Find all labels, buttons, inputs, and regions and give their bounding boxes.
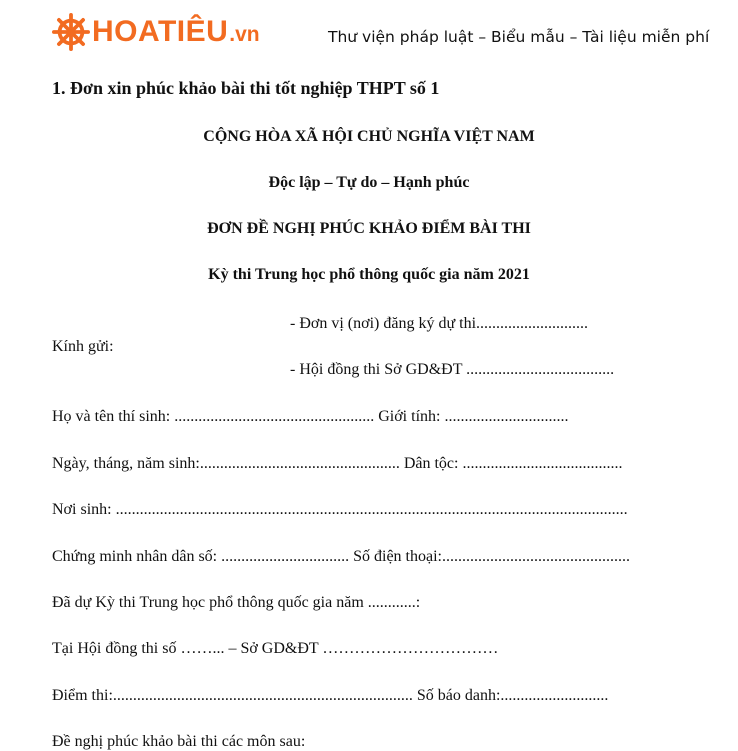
site-tagline: Thư viện pháp luật – Biểu mẫu – Tài liệu miễn phí	[328, 28, 710, 46]
national-motto: Độc lập – Tự do – Hạnh phúc	[268, 174, 470, 191]
field-id-number: Chứng minh nhân dân số: ................................ Số điện thoại:...............................................	[52, 548, 630, 565]
logo-suffix: .vn	[229, 23, 260, 46]
form-title: ĐƠN ĐỀ NGHỊ PHÚC KHẢO ĐIỂM BÀI THI	[207, 220, 531, 237]
recipient-line-2: - Hội đồng thi Sở GD&ĐT .....................................	[290, 361, 615, 378]
field-exam-council: Tại Hội đồng thi số ……... – Sở GD&ĐT ……………………………	[52, 640, 499, 657]
field-birthplace: Nơi sinh: ................................................................................................................................	[52, 501, 628, 518]
recipient-line-1: - Đơn vị (nơi) đăng ký dự thi............................	[290, 315, 589, 332]
logo-text: HOATIÊU	[92, 15, 229, 48]
field-exam-year: Đã dự Kỳ thi Trung học phổ thông quốc gia năm ............:	[52, 594, 421, 611]
ship-wheel-icon	[52, 13, 90, 51]
section-title: 1. Đơn xin phúc khảo bài thi tốt nghiệp THPT số 1	[52, 78, 440, 98]
recipient-label: Kính gửi:	[52, 338, 114, 355]
page-header	[0, 0, 738, 70]
national-title: CỘNG HÒA XÃ HỘI CHỦ NGHĨA VIỆT NAM	[203, 128, 535, 145]
hoatieu-logo[interactable]	[52, 12, 260, 52]
field-next: Đề nghị phúc khảo bài thi các môn sau:	[52, 733, 306, 750]
field-full-name: Họ và tên thí sinh: .................................................. Giới tính: ...............................	[52, 408, 569, 425]
field-exam-location: Điểm thi:........................................................................... Số báo danh:...........................	[52, 687, 609, 704]
field-date-of-birth: Ngày, tháng, năm sinh:.................................................. Dân tộc: ........................................	[52, 455, 623, 472]
exam-title: Kỳ thi Trung học phổ thông quốc gia năm 2021	[208, 266, 530, 283]
